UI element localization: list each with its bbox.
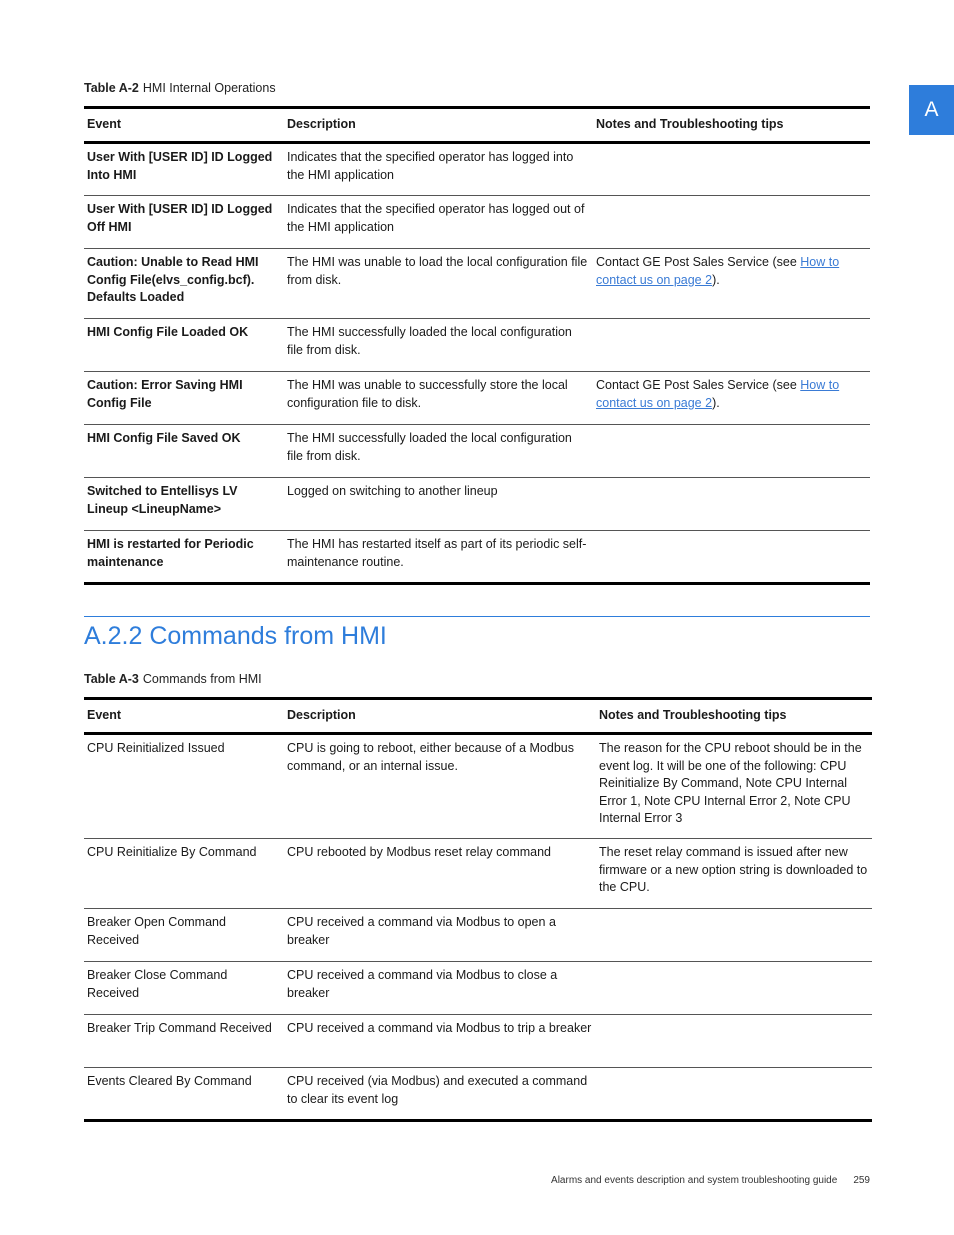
table-a3-row	[84, 734, 872, 839]
table-a2-row	[84, 425, 870, 478]
table-a2-description-cell: Indicates that the specified operator has logged into the HMI application	[284, 143, 593, 196]
table-a3-row	[84, 1068, 872, 1121]
section-divider	[84, 616, 870, 617]
table-a3-description-cell: CPU is going to reboot, either because of a Modbus command, or an internal issue.	[284, 734, 596, 839]
table-a2-description-cell: The HMI successfully loaded the local configuration file from disk.	[284, 425, 593, 478]
table-a3-row	[84, 909, 872, 962]
notes-text-suffix: ).	[712, 272, 720, 287]
table-a2-event-cell: HMI Config File Loaded OK	[84, 319, 284, 372]
table-a3-notes-cell: The reason for the CPU reboot should be in the event log. It will be one of the following: CPU Reinitialize By Command, Note CPU Internal Error 1, Note CPU Internal Error 2, Note CPU Internal Error 3	[596, 734, 872, 839]
table-a2-event-cell: Caution: Unable to Read HMI Config File(elvs_config.bcf). Defaults Loaded	[84, 249, 284, 319]
table-a2-description-cell: The HMI has restarted itself as part of its periodic self-maintenance routine.	[284, 531, 593, 584]
table-a2-row	[84, 196, 870, 249]
table-a2-notes-cell	[593, 531, 870, 584]
table-a3-row	[84, 1015, 872, 1068]
table-a2-row	[84, 319, 870, 372]
notes-text-suffix: ).	[712, 395, 720, 410]
table-a3-event-cell: Events Cleared By Command	[84, 1068, 284, 1121]
table-a2-row	[84, 531, 870, 584]
table-a3-event-cell: Breaker Open Command Received	[84, 909, 284, 962]
table-a2-description-cell: Indicates that the specified operator has logged out of the HMI application	[284, 196, 593, 249]
table-a2-event-cell: HMI is restarted for Periodic maintenance	[84, 531, 284, 584]
table-a3-header-event: Event	[84, 699, 284, 734]
table-a2-description-cell: Logged on switching to another lineup	[284, 478, 593, 531]
table-a2-notes-cell	[593, 143, 870, 196]
table-a2-header-event: Event	[84, 108, 284, 143]
footer-doc-title: Alarms and events description and system troubleshooting guide	[551, 1175, 838, 1186]
table-a3-event-cell: CPU Reinitialize By Command	[84, 839, 284, 909]
table-a2-caption	[84, 81, 276, 95]
page-footer	[551, 1175, 870, 1186]
table-a3-notes-cell	[596, 1068, 872, 1121]
table-a2-row	[84, 249, 870, 319]
table-a3-description-cell: CPU rebooted by Modbus reset relay command	[284, 839, 596, 909]
table-a3-event-cell: CPU Reinitialized Issued	[84, 734, 284, 839]
table-a2-event-cell: Switched to Entellisys LV Lineup <LineupName>	[84, 478, 284, 531]
table-a3-notes-cell	[596, 909, 872, 962]
table-a3-notes-cell	[596, 962, 872, 1015]
table-a3-notes-cell	[596, 1015, 872, 1068]
table-a2-event-cell: Caution: Error Saving HMI Config File	[84, 372, 284, 425]
table-a3-caption	[84, 672, 262, 686]
table-a3-header-notes: Notes and Troubleshooting tips	[596, 699, 872, 734]
table-a2-event-cell: User With [USER ID] ID Logged Off HMI	[84, 196, 284, 249]
table-a2-description-cell: The HMI was unable to successfully store the local configuration file to disk.	[284, 372, 593, 425]
table-a3-row	[84, 962, 872, 1015]
table-a2-notes-cell	[593, 425, 870, 478]
table-a2-caption-label: Table A-2	[84, 81, 139, 95]
table-a3-description-cell: CPU received a command via Modbus to trip a breaker	[284, 1015, 596, 1068]
notes-text: Contact GE Post Sales Service (see	[596, 378, 801, 392]
table-a3-description-cell: CPU received a command via Modbus to open a breaker	[284, 909, 596, 962]
table-a3	[84, 697, 872, 1122]
table-a2-header-row	[84, 108, 870, 143]
table-a2-row	[84, 143, 870, 196]
table-a2-notes-cell	[593, 196, 870, 249]
table-a2-event-cell: User With [USER ID] ID Logged Into HMI	[84, 143, 284, 196]
table-a2-event-cell: HMI Config File Saved OK	[84, 425, 284, 478]
appendix-tab-marker: A	[909, 85, 954, 135]
table-a2-header-notes: Notes and Troubleshooting tips	[593, 108, 870, 143]
table-a2-row	[84, 372, 870, 425]
table-a2-notes-cell	[593, 372, 870, 425]
table-a2	[84, 106, 870, 585]
notes-text: Contact GE Post Sales Service (see	[596, 255, 801, 269]
table-a3-notes-cell: The reset relay command is issued after new firmware or a new option string is downloaded to the CPU.	[596, 839, 872, 909]
table-a2-caption-title: HMI Internal Operations	[142, 81, 276, 95]
table-a3-description-cell: CPU received a command via Modbus to close a breaker	[284, 962, 596, 1015]
table-a3-caption-label: Table A-3	[84, 672, 139, 686]
table-a2-notes-cell	[593, 249, 870, 319]
table-a2-row	[84, 478, 870, 531]
table-a2-notes-cell	[593, 319, 870, 372]
section-heading: A.2.2 Commands from HMI	[84, 622, 387, 650]
table-a3-row	[84, 839, 872, 909]
contact-us-link[interactable]: How to contact us on page 2	[596, 255, 840, 287]
table-a3-caption-title: Commands from HMI	[142, 672, 262, 686]
contact-us-link[interactable]: How to contact us on page 2	[596, 378, 840, 410]
table-a2-description-cell: The HMI was unable to load the local configuration file from disk.	[284, 249, 593, 319]
table-a3-header-description: Description	[284, 699, 596, 734]
table-a2-notes-cell	[593, 478, 870, 531]
table-a3-header-row	[84, 699, 872, 734]
table-a2-header-description: Description	[284, 108, 593, 143]
table-a2-description-cell: The HMI successfully loaded the local configuration file from disk.	[284, 319, 593, 372]
table-a3-event-cell: Breaker Trip Command Received	[84, 1015, 284, 1068]
footer-page-number: 259	[853, 1175, 870, 1186]
table-a3-description-cell: CPU received (via Modbus) and executed a command to clear its event log	[284, 1068, 596, 1121]
table-a3-event-cell: Breaker Close Command Received	[84, 962, 284, 1015]
